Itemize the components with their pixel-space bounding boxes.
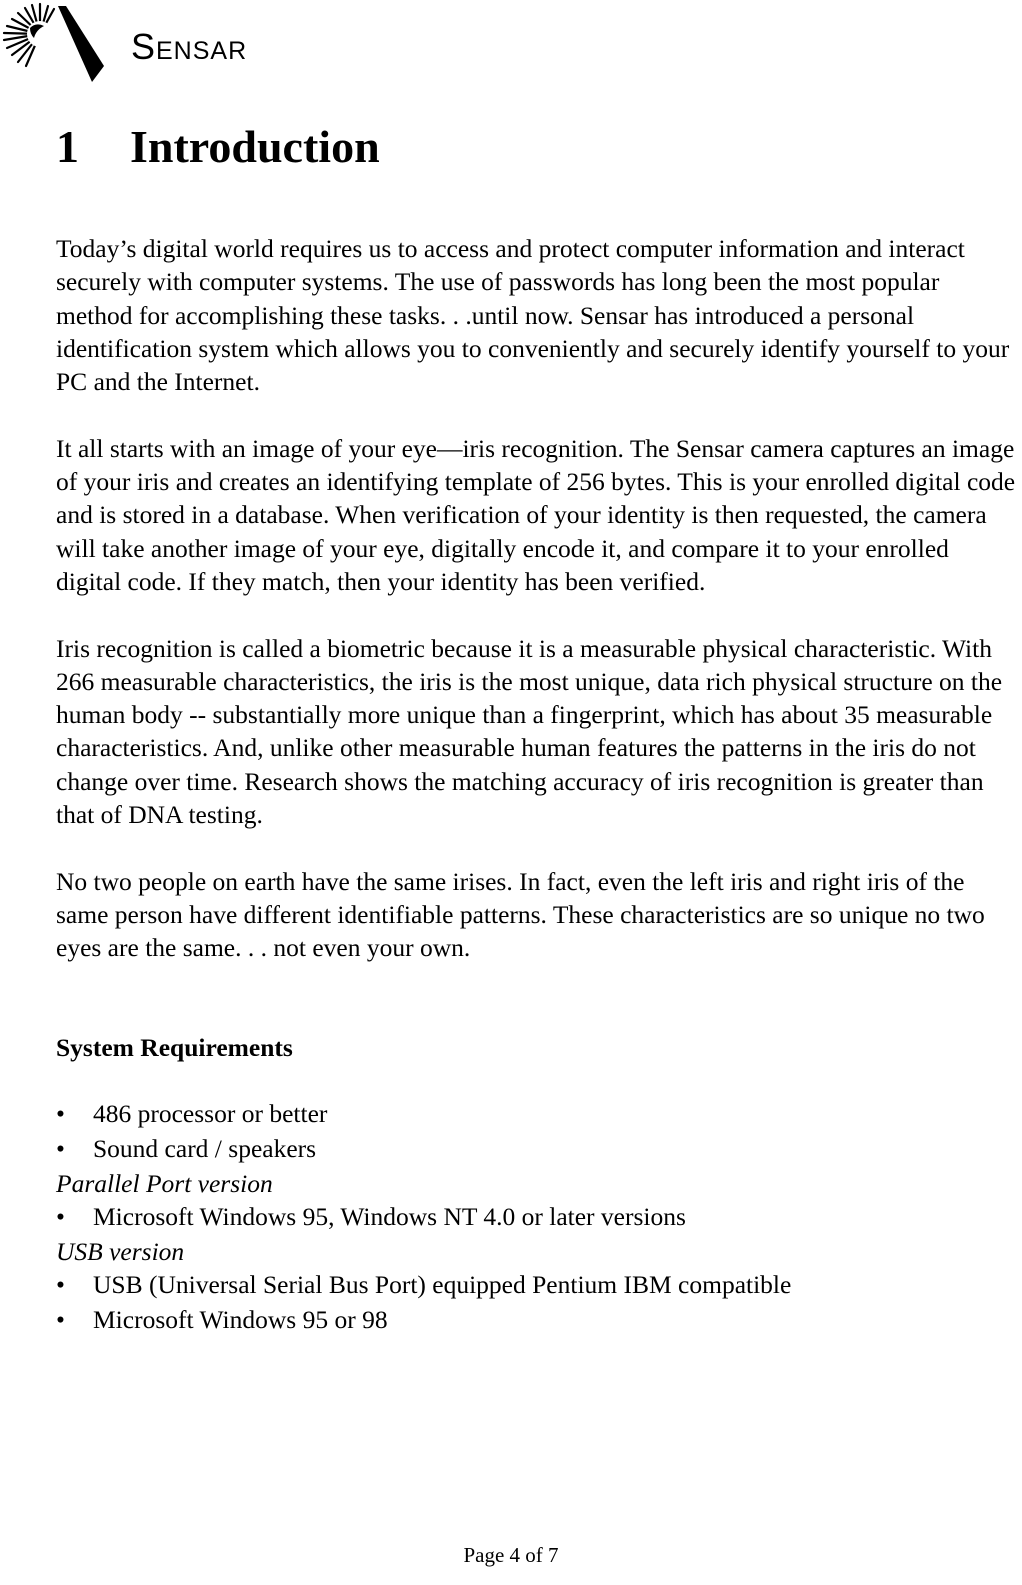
parallel-requirements-list (56, 1200, 1016, 1233)
usb-requirements-list (56, 1268, 1016, 1336)
list-item: • 486 processor or better (56, 1097, 1016, 1130)
bullet-icon: • (56, 1133, 65, 1163)
bullet-icon: • (56, 1304, 65, 1334)
bullet-icon: • (56, 1270, 65, 1300)
section-number: 1 (56, 121, 79, 172)
paragraph: Today’s digital world requires us to access and protect computer information and interact securely with computer systems. The use of passwords has long been the most popular method for accomplishing these tasks. . .until now. Sensar has introduced a personal identification system which allows you to conveniently and securely identify yourself to your PC and the Internet. (56, 234, 1010, 397)
paragraph: No two people on earth have the same irises. In fact, even the left iris and right iris of the same person have different identifiable patterns. These characteristics are so unique no two eyes are the same. . . not even your own. (56, 866, 985, 963)
usb-version-label: USB version (56, 1236, 185, 1266)
sensar-logo-mark-icon (0, 0, 120, 90)
section-title: Introduction (130, 121, 380, 172)
page-number: Page 4 of 7 (463, 1543, 559, 1567)
page-title (56, 118, 380, 176)
brand-name: Sensar (131, 26, 248, 67)
requirements-title: System Requirements (56, 1032, 293, 1062)
sensar-logo (0, 0, 290, 90)
bullet-icon: • (56, 1099, 65, 1129)
paragraph: It all starts with an image of your eye—iris recognition. The Sensar camera captures an image of your iris and creates an identifying template of 256 bytes. This is your enrolled digital code and is stored in a database. When verification of your identity is then requested, the camera will take another image of your eye, digitally encode it, and compare it to your enrolled digital code. If they match, then your identity has been verified. (56, 433, 1016, 596)
paragraph: Iris recognition is called a biometric because it is a measurable physical characteristic. With 266 measurable characteristics, the iris is the most unique, data rich physical structure on the human body -- substantially more unique than a fingerprint, which has about 35 measurable characteristics. And, unlike other measurable human features the patterns in the iris do not change over time. Research shows the matching accuracy of iris recognition is greater than that of DNA testing. (56, 633, 1003, 830)
list-item: • Microsoft Windows 95, Windows NT 4.0 or later versions (56, 1200, 1016, 1233)
document-body (56, 232, 1016, 1338)
list-item: • Sound card / speakers (56, 1132, 1016, 1165)
list-item: • USB (Universal Serial Bus Port) equipped Pentium IBM compatible (56, 1268, 1016, 1301)
list-item: • Microsoft Windows 95 or 98 (56, 1303, 1016, 1336)
general-requirements-list (56, 1097, 1016, 1165)
parallel-version-label: Parallel Port version (56, 1168, 273, 1198)
bullet-icon: • (56, 1202, 65, 1232)
